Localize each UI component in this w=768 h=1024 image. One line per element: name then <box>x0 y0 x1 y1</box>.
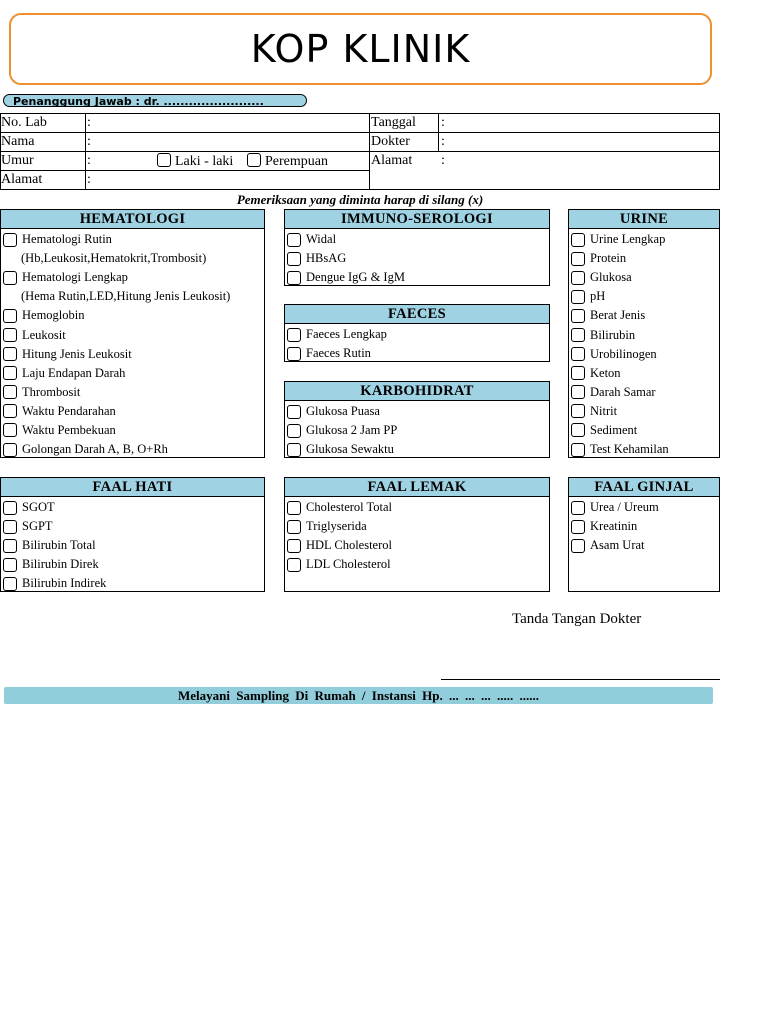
section-title: HEMATOLOGI <box>1 210 264 229</box>
test-label: Berat Jenis <box>590 308 646 323</box>
test-label: Protein <box>590 251 627 266</box>
sex-female-checkbox[interactable] <box>247 153 261 167</box>
test-label: Laju Endapan Darah <box>22 365 126 380</box>
test-checkbox[interactable] <box>287 558 301 572</box>
test-option[interactable] <box>285 249 549 268</box>
test-checkbox[interactable] <box>3 347 17 361</box>
section-faal-hati <box>0 477 265 592</box>
test-checkbox[interactable] <box>571 443 585 457</box>
section-urine <box>568 209 720 458</box>
test-label: Hematologi Rutin <box>22 232 112 247</box>
test-label: SGOT <box>22 500 55 515</box>
test-label: Glukosa 2 Jam PP <box>306 423 398 438</box>
test-option[interactable] <box>285 421 549 440</box>
test-checkbox[interactable] <box>287 252 301 266</box>
test-label: (Hema Rutin,LED,Hitung Jenis Leukosit) <box>21 289 231 304</box>
test-label: Urea / Ureum <box>590 500 659 515</box>
test-option[interactable] <box>569 345 719 364</box>
section-title: IMMUNO-SEROLOGI <box>285 210 549 229</box>
alamat-field[interactable]: : <box>87 172 91 187</box>
test-label: pH <box>590 289 606 304</box>
no-lab-label: No. Lab <box>1 115 47 130</box>
list-item-detail <box>1 249 264 268</box>
test-checkbox[interactable] <box>287 520 301 534</box>
test-label: Dengue IgG & IgM <box>306 270 405 285</box>
test-option[interactable] <box>285 230 549 249</box>
test-label: Bilirubin Total <box>22 538 96 553</box>
test-checkbox[interactable] <box>287 539 301 553</box>
test-option[interactable] <box>569 517 719 536</box>
test-option[interactable] <box>285 536 549 555</box>
test-checkbox[interactable] <box>287 501 301 515</box>
footer-banner: Melayani Sampling Di Rumah / Instansi Hp. ... ... ... ..... ...... <box>4 687 713 704</box>
clinic-title: KOP KLINIK <box>250 27 471 71</box>
test-label: Nitrit <box>590 403 618 418</box>
test-label: Bilirubin Direk <box>22 557 99 572</box>
alamat-right-label: Alamat <box>371 153 413 168</box>
dokter-label: Dokter <box>371 134 410 149</box>
test-label: Bilirubin <box>590 327 636 342</box>
test-checkbox[interactable] <box>571 501 585 515</box>
test-option[interactable] <box>285 325 549 344</box>
test-checkbox[interactable] <box>571 290 585 304</box>
umur-field[interactable]: : <box>87 153 91 168</box>
test-label: SGPT <box>22 519 53 534</box>
test-checkbox[interactable] <box>571 404 585 418</box>
sex-male-checkbox[interactable] <box>157 153 171 167</box>
test-label: Keton <box>590 365 621 380</box>
test-option[interactable] <box>285 402 549 421</box>
test-checkbox[interactable] <box>3 309 17 323</box>
test-checkbox[interactable] <box>3 404 17 418</box>
signature-label: Tanda Tangan Dokter <box>512 611 642 627</box>
test-option[interactable] <box>1 498 264 517</box>
sex-male-option[interactable]: Laki - laki <box>157 153 233 170</box>
sex-female-option[interactable]: Perempuan <box>247 153 328 170</box>
test-option[interactable] <box>1 440 264 459</box>
clinic-letterhead <box>9 13 712 85</box>
test-option[interactable] <box>569 287 719 306</box>
test-label: LDL Cholesterol <box>306 557 391 572</box>
test-option[interactable] <box>285 440 549 459</box>
test-label: Hitung Jenis Leukosit <box>22 346 132 361</box>
test-checkbox[interactable] <box>287 405 301 419</box>
test-label: Asam Urat <box>590 538 645 553</box>
test-label: Hematologi Lengkap <box>22 270 128 285</box>
alamat-right-field[interactable]: : <box>441 153 445 168</box>
test-option[interactable] <box>1 306 264 325</box>
test-checkbox[interactable] <box>571 423 585 437</box>
section-title: FAECES <box>285 305 549 324</box>
test-label: HBsAG <box>306 251 347 266</box>
test-option[interactable] <box>569 249 719 268</box>
test-label: Golongan Darah A, B, O+Rh <box>22 442 168 457</box>
umur-label: Umur <box>1 153 34 168</box>
test-checkbox[interactable] <box>3 558 17 572</box>
test-checkbox[interactable] <box>3 501 17 515</box>
test-label: Faeces Rutin <box>306 346 371 361</box>
test-checkbox[interactable] <box>287 347 301 361</box>
test-option[interactable] <box>569 383 719 402</box>
test-option[interactable] <box>1 421 264 440</box>
alamat-label: Alamat <box>1 172 43 187</box>
test-checkbox[interactable] <box>3 577 17 591</box>
section-immuno-serologi <box>284 209 550 286</box>
test-option[interactable] <box>1 345 264 364</box>
no-lab-field[interactable]: : <box>87 115 91 130</box>
test-checkbox[interactable] <box>3 271 17 285</box>
test-option[interactable] <box>569 421 719 440</box>
test-label: Faeces Lengkap <box>306 327 387 342</box>
test-checkbox[interactable] <box>287 424 301 438</box>
test-label: HDL Cholesterol <box>306 538 392 553</box>
test-label: Sediment <box>590 422 638 437</box>
test-option[interactable] <box>569 440 719 459</box>
penanggung-jawab-label: Penanggung Jawab : dr. ........................ <box>3 94 307 107</box>
section-title: FAAL LEMAK <box>285 478 549 497</box>
test-label: Cholesterol Total <box>306 500 393 515</box>
test-label: (Hb,Leukosit,Hematokrit,Trombosit) <box>21 251 207 266</box>
test-checkbox[interactable] <box>287 443 301 457</box>
test-option[interactable] <box>569 364 719 383</box>
test-label: Darah Samar <box>590 384 656 399</box>
test-checkbox[interactable] <box>287 233 301 247</box>
test-option[interactable] <box>285 268 549 287</box>
test-label: Waktu Pendarahan <box>22 403 116 418</box>
test-checkbox[interactable] <box>571 271 585 285</box>
test-label: Triglyserida <box>306 519 367 534</box>
test-checkbox[interactable] <box>571 539 585 553</box>
test-option[interactable] <box>569 268 719 287</box>
test-checkbox[interactable] <box>3 539 17 553</box>
test-label: Waktu Pembekuan <box>22 422 116 437</box>
test-checkbox[interactable] <box>3 385 17 399</box>
section-karbohidrat <box>284 381 550 458</box>
test-label: Test Kehamilan <box>590 442 669 457</box>
test-option[interactable] <box>285 555 549 574</box>
test-option[interactable] <box>1 268 264 287</box>
test-label: Glukosa <box>590 270 632 285</box>
nama-field[interactable]: : <box>87 134 91 149</box>
test-option[interactable] <box>1 517 264 536</box>
test-option[interactable] <box>285 498 549 517</box>
test-option[interactable] <box>285 344 549 363</box>
test-checkbox[interactable] <box>3 520 17 534</box>
test-option[interactable] <box>569 402 719 421</box>
test-label: Kreatinin <box>590 519 638 534</box>
test-option[interactable] <box>569 306 719 325</box>
instruction-note: Pemeriksaan yang diminta harap di silang (x) <box>236 192 484 207</box>
test-option[interactable] <box>1 555 264 574</box>
test-checkbox[interactable] <box>287 328 301 342</box>
test-option[interactable] <box>1 325 264 344</box>
test-label: Urobilinogen <box>590 346 657 361</box>
dokter-field[interactable]: : <box>441 134 445 149</box>
test-checkbox[interactable] <box>3 366 17 380</box>
test-checkbox[interactable] <box>571 252 585 266</box>
test-option[interactable] <box>569 536 719 555</box>
nama-label: Nama <box>1 134 35 149</box>
test-option[interactable] <box>569 325 719 344</box>
test-option[interactable] <box>569 230 719 249</box>
section-title: FAAL HATI <box>1 478 264 497</box>
test-option[interactable] <box>1 402 264 421</box>
signature-line <box>441 679 720 680</box>
test-label: Thrombosit <box>22 384 81 399</box>
test-checkbox[interactable] <box>571 328 585 342</box>
tanggal-field[interactable]: : <box>441 115 445 130</box>
test-option[interactable] <box>1 230 264 249</box>
test-checkbox[interactable] <box>571 309 585 323</box>
test-label: Glukosa Sewaktu <box>306 442 394 457</box>
test-checkbox[interactable] <box>571 233 585 247</box>
test-option[interactable] <box>1 536 264 555</box>
test-label: Glukosa Puasa <box>306 404 380 419</box>
section-title: URINE <box>569 210 719 229</box>
test-option[interactable] <box>1 383 264 402</box>
test-label: Leukosit <box>22 327 66 342</box>
section-faal-ginjal <box>568 477 720 592</box>
test-label: Urine Lengkap <box>590 232 666 247</box>
section-faal-lemak <box>284 477 550 592</box>
test-checkbox[interactable] <box>3 443 17 457</box>
test-option[interactable] <box>285 517 549 536</box>
test-checkbox[interactable] <box>571 520 585 534</box>
test-checkbox[interactable] <box>3 423 17 437</box>
test-option[interactable] <box>1 574 264 593</box>
test-option[interactable] <box>1 364 264 383</box>
test-label: Bilirubin Indirek <box>22 576 107 591</box>
test-label: Hemoglobin <box>22 308 85 323</box>
test-checkbox[interactable] <box>3 328 17 342</box>
test-option[interactable] <box>569 498 719 517</box>
test-checkbox[interactable] <box>3 233 17 247</box>
section-faeces <box>284 304 550 362</box>
section-title: KARBOHIDRAT <box>285 382 549 401</box>
test-checkbox[interactable] <box>287 271 301 285</box>
section-hematologi <box>0 209 265 458</box>
test-label: Widal <box>306 232 337 247</box>
tanggal-label: Tanggal <box>371 115 416 130</box>
test-checkbox[interactable] <box>571 347 585 361</box>
section-title: FAAL GINJAL <box>569 478 719 497</box>
list-item-detail <box>1 287 264 306</box>
test-checkbox[interactable] <box>571 385 585 399</box>
test-checkbox[interactable] <box>571 366 585 380</box>
